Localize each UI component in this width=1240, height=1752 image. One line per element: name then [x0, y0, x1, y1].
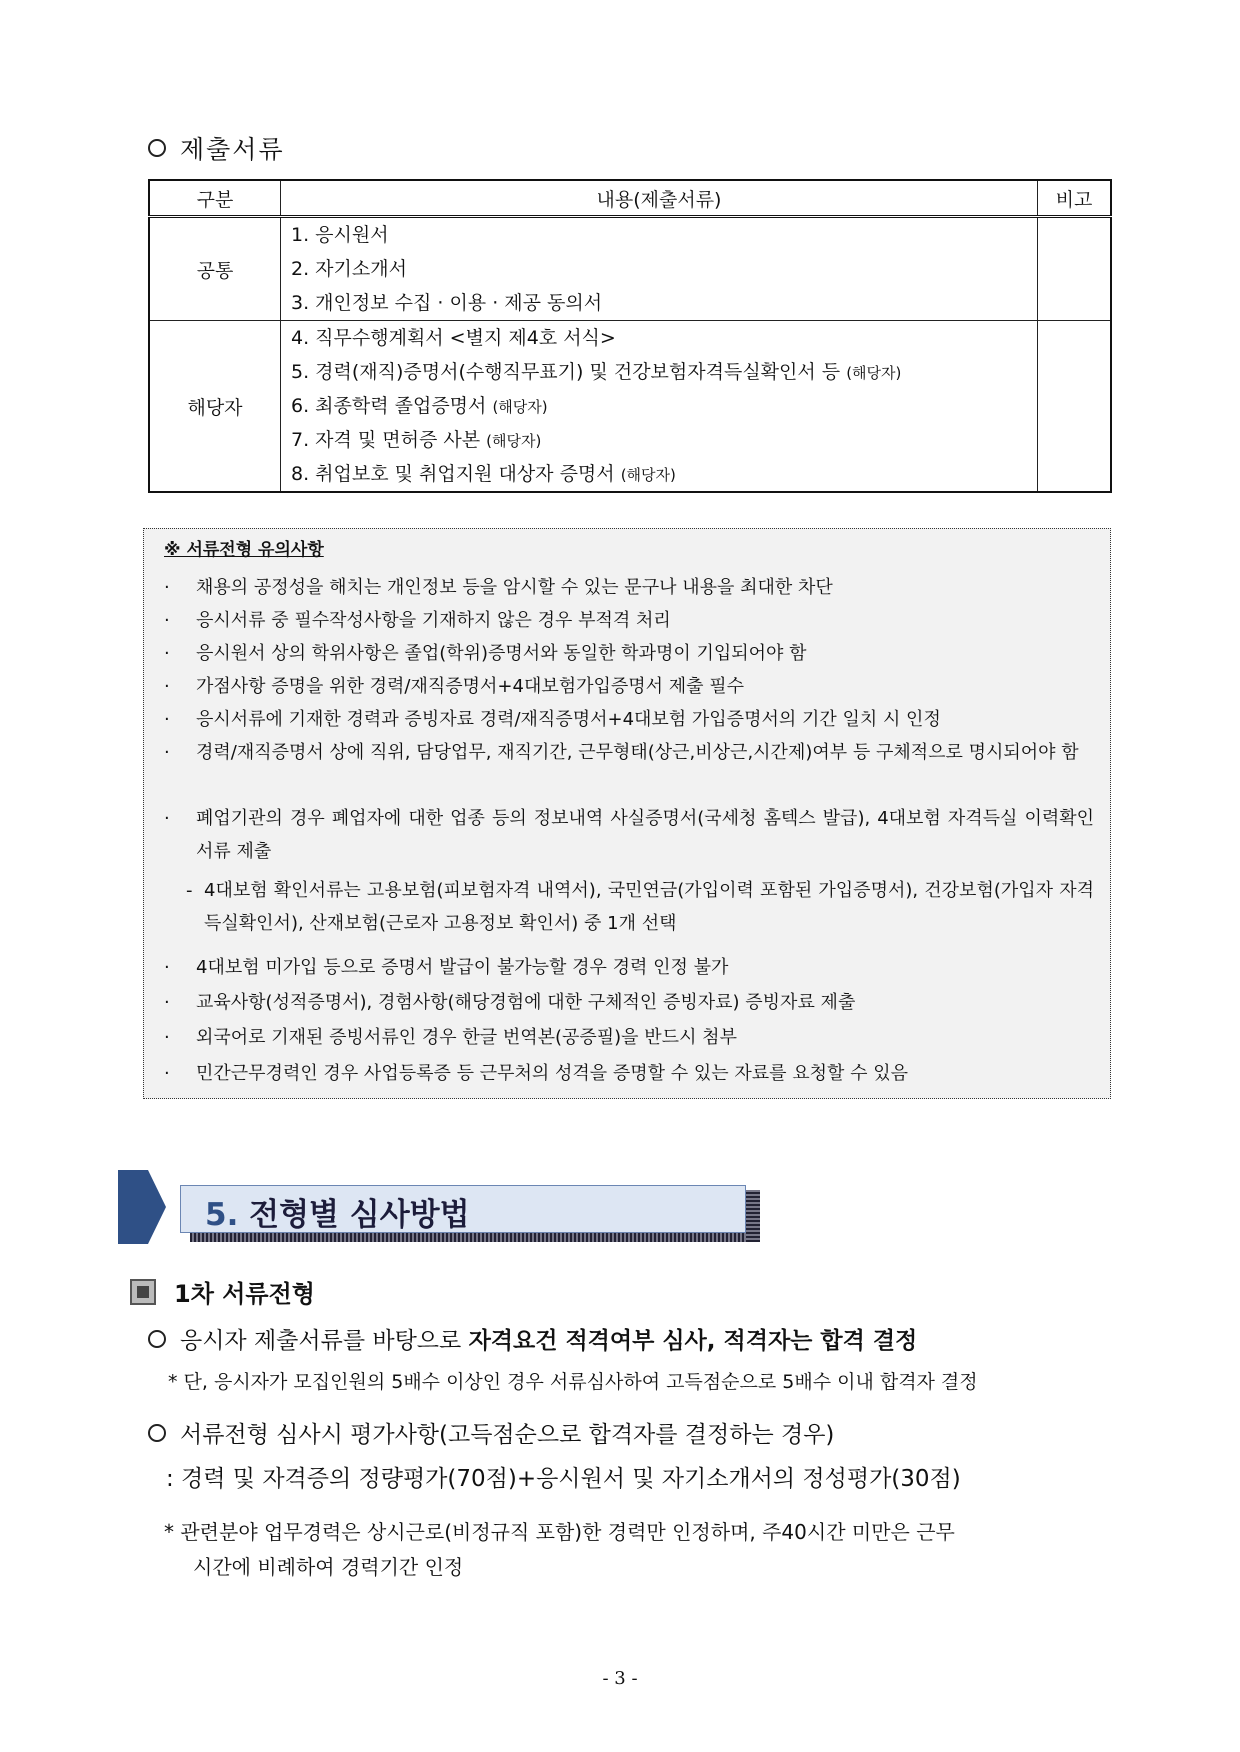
caution-subitem: - 4대보험 확인서류는 고용보험(피보험자격 내역서), 국민연금(가입이력 포함된 가입증명서), 건강보험(가입자 자격득실확인서), 산재보험(근로자 고용정보 확인서) 중 1개 선택 [186, 880, 1094, 934]
stage-line-2: 서류전형 심사시 평가사항(고득점순으로 합격자를 결정하는 경우) [148, 1416, 834, 1449]
stage-note-2: * 관련분야 업무경력은 상시근로(비정규직 포함)한 경력만 인정하며, 주40시간 미만은 근무 [164, 1520, 955, 1544]
list-item: 2. 자기소개서 [291, 258, 407, 280]
group-applicable-items [281, 321, 1038, 493]
remarks-cell [1038, 321, 1112, 493]
caution-item: · 응시서류에 기재한 경력과 증빙자료 경력/재직증명서+4대보험 가입증명서의 기간 일치 시 인정 [164, 709, 941, 730]
list-item: 7. 자격 및 면허증 사본 (해당자) [291, 429, 542, 451]
caution-item: · 응시서류 중 필수작성사항을 기재하지 않은 경우 부적격 처리 [164, 610, 671, 631]
group-common-items [281, 217, 1038, 321]
caution-item: · 응시원서 상의 학위사항은 졸업(학위)증명서와 동일한 학과명이 기입되어야 함 [164, 643, 807, 664]
caution-box [143, 528, 1111, 1099]
caution-item: · 교육사항(성적증명서), 경험사항(해당경험에 대한 구체적인 증빙자료) 증빙자료 제출 [164, 992, 856, 1013]
list-item: 4. 직무수행계획서 <별지 제4호 서식> [291, 327, 616, 349]
circle-bullet-icon [148, 1424, 166, 1442]
header-content: 내용(제출서류) [281, 180, 1038, 217]
caution-item: · 가점사항 증명을 위한 경력/재직증명서+4대보험가입증명서 제출 필수 [164, 676, 745, 697]
table-row [149, 321, 1111, 493]
section-heading: 5. 전형별 심사방법 [205, 1197, 470, 1233]
caution-item: · 경력/재직증명서 상에 직위, 담당업무, 재직기간, 근무형태(상근,비상근,시간제)여부 등 구체적으로 명시되어야 함 [164, 742, 1079, 763]
header-category: 구분 [149, 180, 281, 217]
banner-arrow-icon [118, 1170, 166, 1244]
stage-note-1: * 단, 응시자가 모집인원의 5배수 이상인 경우 서류심사하여 고득점순으로 5배수 이내 합격자 결정 [168, 1371, 978, 1393]
group-applicable: 해당자 [149, 321, 281, 493]
stage-title: 1차 서류전형 [174, 1280, 315, 1308]
list-item: 1. 응시원서 [291, 224, 389, 246]
remarks-cell [1038, 217, 1112, 321]
group-common: 공통 [149, 217, 281, 321]
list-item: 5. 경력(재직)증명서(수행직무표기) 및 건강보험자격득실확인서 등 (해당자) [291, 361, 902, 383]
caution-item: · 채용의 공정성을 해치는 개인정보 등을 암시할 수 있는 문구나 내용을 최대한 차단 [164, 577, 833, 598]
table-header-row [149, 180, 1111, 217]
list-item: 3. 개인정보 수집 · 이용 · 제공 동의서 [291, 292, 603, 314]
banner-shadow [746, 1190, 760, 1242]
documents-table [148, 179, 1112, 493]
header-remarks: 비고 [1038, 180, 1112, 217]
caution-item: · 민간근무경력인 경우 사업등록증 등 근무처의 성격을 증명할 수 있는 자료를 요청할 수 있음 [164, 1063, 909, 1084]
banner-shadow [190, 1233, 760, 1242]
list-item: 6. 최종학력 졸업증명서 (해당자) [291, 395, 548, 417]
stage-line-1: 응시자 제출서류를 바탕으로 자격요건 적격여부 심사, 적격자는 합격 결정 [148, 1322, 917, 1355]
circle-bullet-icon [148, 139, 166, 157]
stage-line-3: : 경력 및 자격증의 정량평가(70점)+응시원서 및 자기소개서의 정성평가(30점) [166, 1466, 961, 1492]
caution-item: · 4대보험 미가입 등으로 증명서 발급이 불가능할 경우 경력 인정 불가 [164, 957, 729, 978]
table-row [149, 217, 1111, 321]
caution-item: · 외국어로 기재된 증빙서류인 경우 한글 번역본(공증필)을 반드시 첨부 [164, 1027, 737, 1048]
caution-item: · 폐업기관의 경우 폐업자에 대한 업종 등의 정보내역 사실증명서(국세청 홈텍스 발급), 4대보험 자격득실 이력확인서류 제출 [164, 808, 1094, 862]
section-title: 제출서류 [148, 130, 285, 166]
circle-bullet-icon [148, 1330, 166, 1348]
page-number: - 3 - [602, 1668, 638, 1689]
square-bullet-icon [130, 1279, 156, 1305]
caution-title: ※ 서류전형 유의사항 [164, 540, 324, 560]
stage-note-2-cont: 시간에 비례하여 경력기간 인정 [193, 1555, 464, 1579]
list-item: 8. 취업보호 및 취업지원 대상자 증명서 (해당자) [291, 463, 676, 485]
